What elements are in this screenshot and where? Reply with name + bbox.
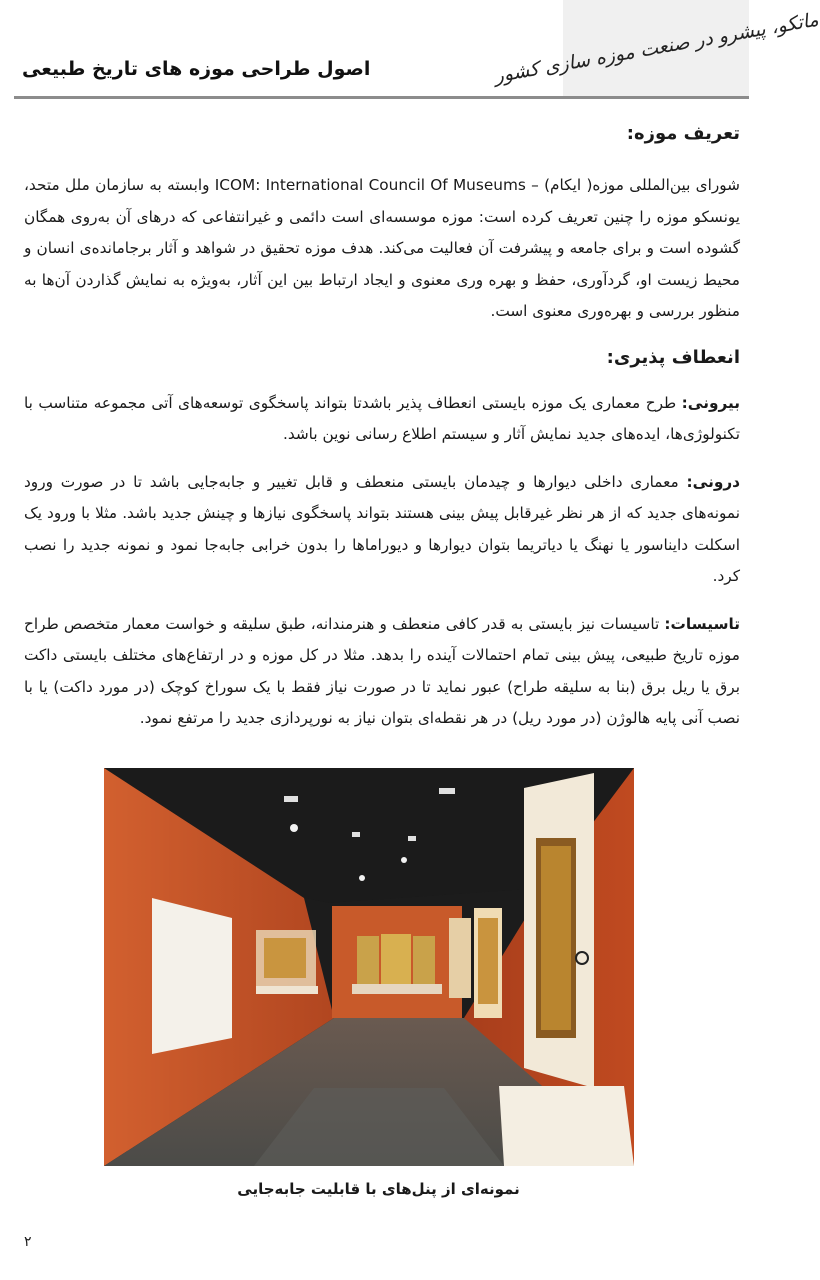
gallery-photo-illustration <box>104 768 634 1166</box>
external-text: طرح معماری یک موزه بایستی انعطاف پذیر باشدتا بتواند پاسخگوی توسعه‌های آتی مجموعه متناسب با تکنولوژی‌ها، ایده‌های جدید نمایش آثار و سیستم اطلاع رسانی نوین باشد. <box>24 393 740 443</box>
header-divider <box>14 96 749 99</box>
section-title-flexibility: انعطاف پذیری: <box>606 346 740 368</box>
external-label: بیرونی: <box>681 393 740 412</box>
document-title: اصول طراحی موزه های تاریخ طبیعی <box>22 58 371 80</box>
internal-text: معماری داخلی دیوارها و چیدمان بایستی منعطف و قابل تغییر و جابه‌جایی باشد تا در صورت ورود نمونه‌های جدید که از هر نظر غیرقابل پیش بینی هستند بتواند پاسخگوی نیازها و چینش جدید باشد. مثلا با ورود یک اسکلت دایناسور یا نهنگ یا دیاتریما بتوان دیوارها و دیوراماها را بدون خرابی جابه‌جا نمود و نمونه جدید را نصب کرد. <box>24 472 740 585</box>
page-number: ۲ <box>24 1234 32 1250</box>
internal-label: درونی: <box>686 472 740 491</box>
gallery-photo <box>104 768 634 1166</box>
definition-paragraph: شورای بین‌المللی موزه( ایکام) – ICOM: International Council Of Museums وابسته به سازمان ملل متحد، یونسکو موزه را چنین تعریف کرده است: موزه موسسه‌ای است دائمی و غیرانتفاعی که درهای آن به‌روی همگان گشوده است و برای جامعه و پیشرفت آن فعالیت می‌کند. هدف موزه تحقیق در شواهد و آثار برجامانده‌ی انسان و محیط زیست او، گردآوری، حفظ و بهره وری معنوی و ایجاد ارتباط بین این آثار، به‌ویژه به نمایش گذاردن آن‌ها به منظور بررسی و بهره‌وری معنوی است. <box>24 176 740 320</box>
figure-caption: نمونه‌ای از پنل‌های با قابلیت جابه‌جایی <box>237 1180 520 1198</box>
company-logo <box>492 0 820 96</box>
section-title-definition: تعریف موزه: <box>626 123 740 144</box>
internal-paragraph <box>24 467 740 593</box>
page-header <box>14 0 820 100</box>
facilities-paragraph <box>24 609 740 735</box>
external-paragraph <box>24 388 740 451</box>
page-content <box>24 118 740 735</box>
facilities-label: تاسیسات: <box>664 614 740 633</box>
logo-text: ماتکو، پیشرو در صنعت موزه سازی کشور <box>492 8 820 88</box>
facilities-text: تاسیسات نیز بایستی به قدر کافی منعطف و هنرمندانه، طبق سلیقه و خواست معمار متخصص طراح موزه تاریخ طبیعی، پیش بینی تمام احتمالات آینده را بدهد. مثلا در کل موزه و در ارتفاع‌های مختلف بایستی داکت برق یا ریل برق (بنا به سلیقه طراح) عبور نماید تا در صورت نیاز فقط با یک سوراخ کوچک (در مورد داکت) یا با نصب آنی پایه هالوژن (در مورد ریل) در هر نقطه‌ای بتوان نیاز به نورپردازی جدید را مرتفع نمود. <box>24 614 740 727</box>
